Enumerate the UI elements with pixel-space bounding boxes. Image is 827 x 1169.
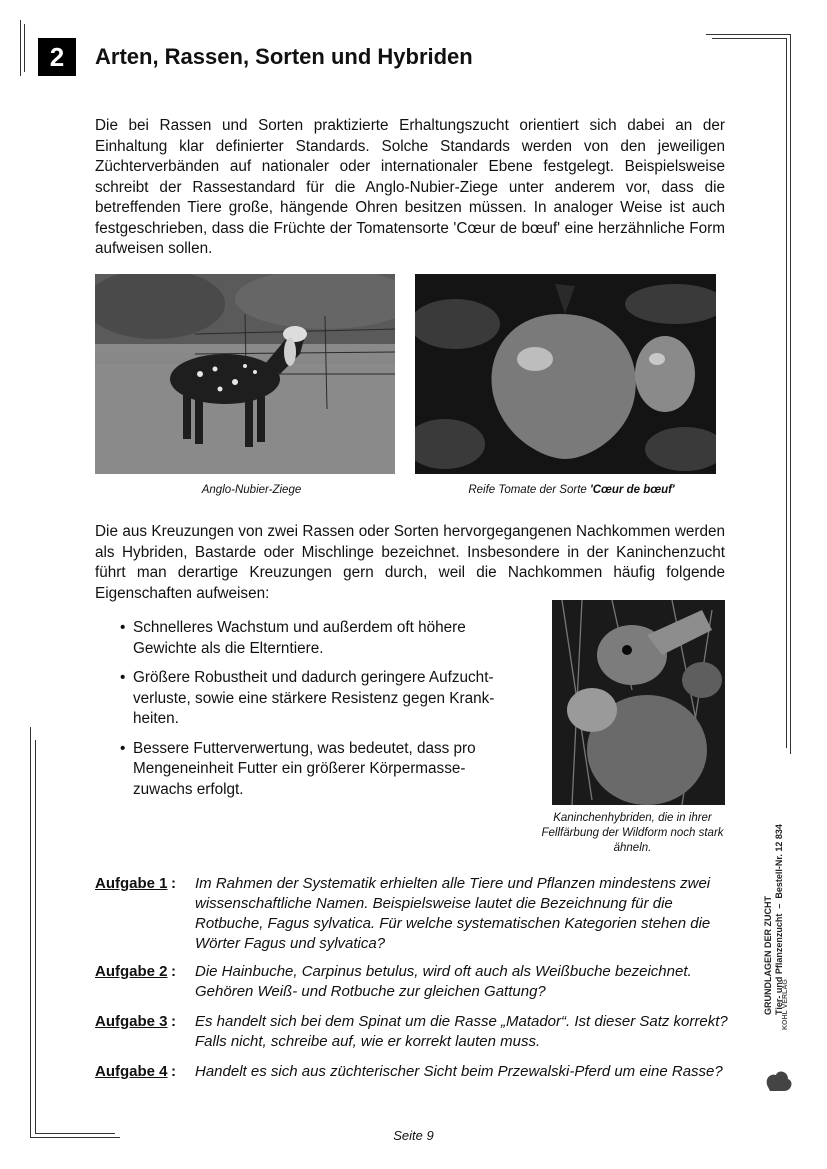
frame-line-left-vertical bbox=[30, 727, 31, 1137]
task-text: Handelt es sich aus züchterischer Sicht beim Przewalski-Pferd um eine Rasse? bbox=[195, 1063, 723, 1080]
rabbit-photo bbox=[552, 600, 725, 805]
publisher-name: KOHL VERLAG bbox=[782, 979, 789, 1030]
task-text: Die Hainbuche, Carpinus betulus, wird oft auch als Weißbuche bezeichnet. Gehören Weiß- und Rotbuche zur gleichen Gattung? bbox=[195, 963, 692, 1000]
task-label: Aufgabe 2 bbox=[95, 963, 168, 980]
task-label: Aufgabe 4 bbox=[95, 1063, 168, 1080]
intro-paragraph: Die bei Rassen und Sorten praktizierte Erhaltungszucht orientiert sich dabei an der Einhaltung klar definierter Standards. Solche Standards werden von den jeweiligen Züchterverbänden auf nationaler oder internationaler Ebene festgelegt. Beispielsweise schreibt der Rassestandard für die Anglo-Nubier-Ziege unter anderem vor, dass die betreffenden Tiere große, hängende Ohren besitzen müssen. In analoger Weise ist auch festgeschrieben, dass die Früchte der Tomatensorte 'Cœur de bœuf' eine herzähnliche Form aufweisen sollen. bbox=[95, 117, 725, 257]
list-item: • Bessere Futterverwertung, was bedeutet, dass pro Mengeneinheit Futter ein größerer Körpermasse-zuwachs erfolgt. bbox=[120, 739, 476, 798]
task-text: Es handelt sich bei dem Spinat um die Rasse „Matador“. Ist dieser Satz korrekt? Falls nicht, schreibe auf, wie er korrekt lauten muss. bbox=[195, 1013, 728, 1050]
list-item: • Schnelleres Wachstum und außerdem oft höhere Gewichte als die Elterntiere. bbox=[120, 619, 466, 657]
frame-line-top-left-inner bbox=[24, 24, 25, 72]
bullet-list bbox=[120, 618, 520, 809]
frame-line-left-vertical-inner bbox=[35, 740, 36, 1133]
task-label: Aufgabe 3 bbox=[95, 1013, 168, 1030]
side-subtitle: Tier- und Pflanzenzucht – Bestell-Nr. 12 834 bbox=[774, 824, 784, 1015]
frame-line-right-vertical-inner bbox=[786, 38, 787, 748]
tomato-variety-name: 'Cœur de bœuf' bbox=[589, 484, 675, 496]
chapter-number-badge: 2 bbox=[38, 38, 76, 76]
tomato-caption: Reife Tomate der Sorte 'Cœur de bœuf' bbox=[468, 484, 675, 496]
side-title: GRUNDLAGEN DER ZUCHT bbox=[763, 896, 773, 1015]
tomato-photo bbox=[415, 274, 716, 474]
list-item: • Größere Robustheit und dadurch geringere Aufzucht-verluste, sowie eine stärkere Resistenz gegen Krank-heiten. bbox=[120, 669, 495, 727]
goat-caption: Anglo-Nubier-Ziege bbox=[201, 484, 302, 496]
frame-line-top-left bbox=[20, 20, 21, 76]
frame-line-right-vertical bbox=[790, 34, 791, 754]
publisher-logo bbox=[760, 979, 796, 1095]
task-label: Aufgabe 1 bbox=[95, 875, 168, 892]
page-number: Seite 9 bbox=[393, 1128, 434, 1143]
page-title: Arten, Rassen, Sorten und Hybriden bbox=[95, 44, 473, 69]
hybrid-paragraph: Die aus Kreuzungen von zwei Rassen oder Sorten hervorgegangenen Nachkommen werden als Hybriden, Bastarde oder Mischlinge bezeichnet. Insbesondere in der Kaninchenzucht führt man derartige Kreuzungen gern durch, weil die Nachkommen häufig folgende Eigenschaften aufweisen: bbox=[95, 523, 725, 602]
goat-photo bbox=[95, 274, 395, 474]
frame-line-top-right bbox=[706, 34, 790, 35]
rabbit-caption: Kaninchenhybriden, die in ihrer Fellfärbung der Wildform noch stark ähneln. bbox=[541, 812, 724, 854]
frame-line-top-right-inner bbox=[712, 38, 786, 39]
side-info bbox=[763, 785, 797, 1015]
task-text: Im Rahmen der Systematik erhielten alle Tiere und Pflanzen mindestens zwei wissenschaftliche Namen. Beispielsweise lautet die Bezeichnung für die Rotbuche, Fagus sylvatica. Für welche systematischen Kategorien stehen die Wörter Fagus und sylvatica? bbox=[195, 875, 711, 952]
